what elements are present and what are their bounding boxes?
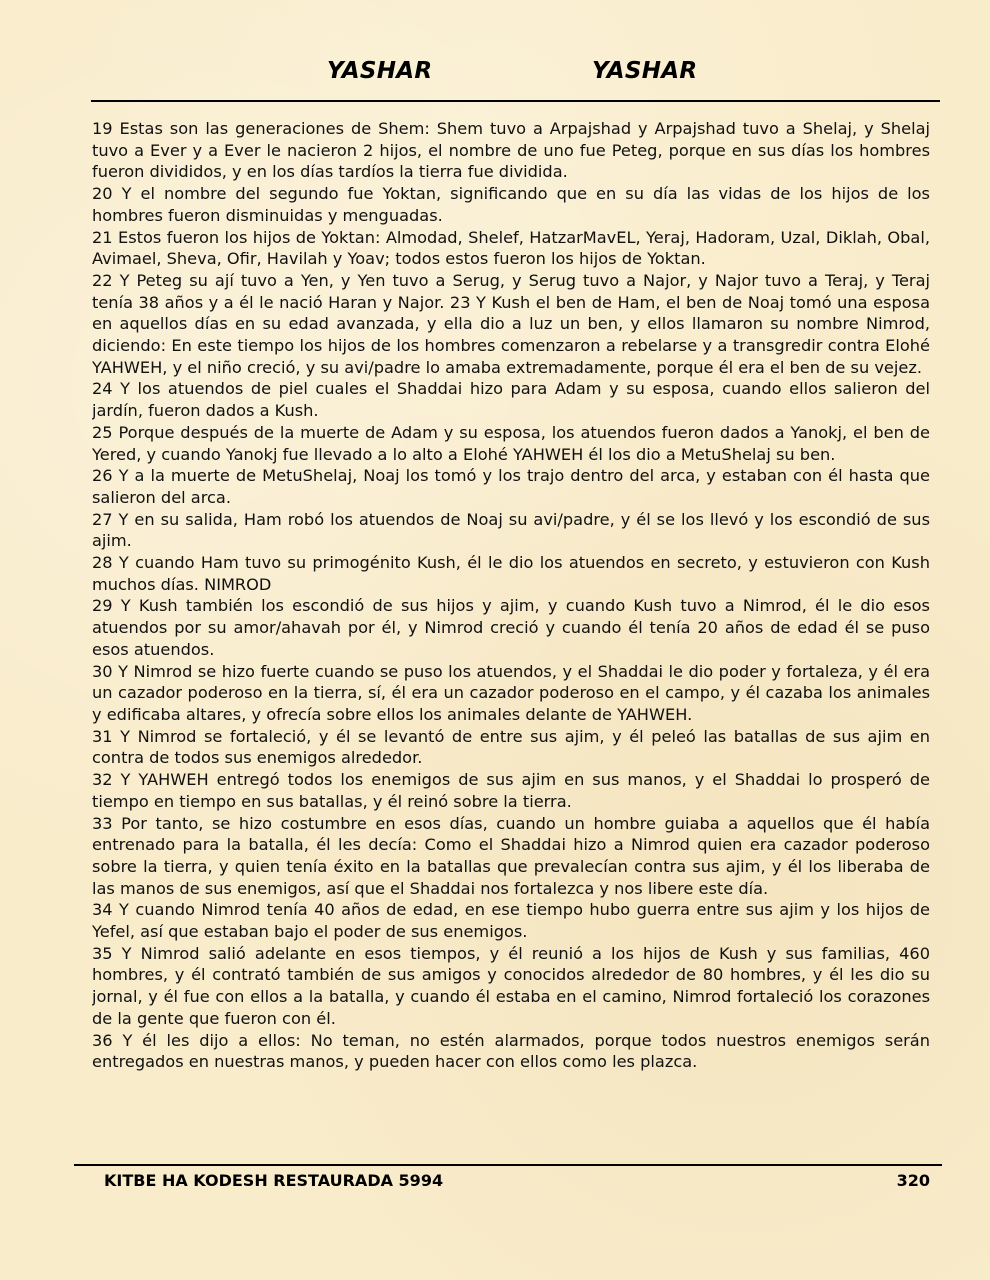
verse-paragraph: 21 Estos fueron los hijos de Yoktan: Almodad, Shelef, HatzarMavEL, Yeraj, Hadoram, Uzal, Diklah, Obal, Avimael, Sheva, Ofir, Havilah y Yoav; todos estos fueron los hijos de Yoktan. bbox=[92, 227, 930, 269]
verse-paragraph: 29 Y Kush también los escondió de sus hijos y ajim, y cuando Kush tuvo a Nimrod, él le dio esos atuendos por su amor/ahavah por él, y Nimrod creció y cuando él tenía 20 años de edad él se puso esos atuendos. bbox=[92, 596, 930, 659]
verse-paragraph: 27 Y en su salida, Ham robó los atuendos de Noaj su avi/padre, y él se los llevó y los escondió de sus ajim. bbox=[92, 509, 930, 551]
verse-paragraph: 34 Y cuando Nimrod tenía 40 años de edad, en ese tiempo hubo guerra entre sus ajim y los hijos de Yefel, así que estaban bajo el poder de sus enemigos. bbox=[92, 900, 930, 942]
verse-paragraph: 19 Estas son las generaciones de Shem: Shem tuvo a Arpajshad y Arpajshad tuvo a Shelaj, y Shelaj tuvo a Ever y a Ever le nacieron 2 hijos, el nombre de uno fue Peteg, porque en sus días los hombres fueron divididos, y en los días tardíos la tierra fue dividida. bbox=[92, 119, 930, 182]
page-header bbox=[0, 58, 990, 92]
footer-book-title: KITBE HA KODESH RESTAURADA 5994 bbox=[104, 1171, 444, 1190]
verse-paragraph: 30 Y Nimrod se hizo fuerte cuando se puso los atuendos, y el Shaddai le dio poder y fortaleza, y él era un cazador poderoso en la tierra, sí, él era un cazador poderoso en el campo, y él cazaba los animales y edificaba altares, y ofrecía sobre ellos los animales delante de YAHWEH. bbox=[92, 661, 930, 724]
header-divider bbox=[91, 100, 940, 102]
verse-paragraph: 24 Y los atuendos de piel cuales el Shaddai hizo para Adam y su esposa, cuando ellos salieron del jardín, fueron dados a Kush. bbox=[92, 379, 930, 421]
verse-paragraph: 33 Por tanto, se hizo costumbre en esos días, cuando un hombre guiaba a aquellos que él había entrenado para la batalla, él les decía: Como el Shaddai hizo a Nimrod quien era cazador poderoso sobre la tierra, y quien tenía éxito en la batallas que prevalecían contra sus ajim, y él los liberaba de las manos de sus enemigos, así que el Shaddai nos fortalezca y nos libere este día. bbox=[92, 813, 930, 898]
verse-body bbox=[92, 118, 930, 1158]
verse-paragraph: 35 Y Nimrod salió adelante en esos tiempos, y él reunió a los hijos de Kush y sus familias, 460 hombres, y él contrató también de sus amigos y conocidos alrededor de 80 hombres, y él les dio su jornal, y él fue con ellos a la batalla, y cuando él estaba en el camino, Nimrod fortaleció los corazones de la gente que fueron con él. bbox=[92, 943, 930, 1028]
verse-paragraph: 32 Y YAHWEH entregó todos los enemigos de sus ajim en sus manos, y el Shaddai lo prosperó de tiempo en tiempo en sus batallas, y él reinó sobre la tierra. bbox=[92, 770, 930, 811]
verse-paragraph: 26 Y a la muerte de MetuShelaj, Noaj los tomó y los trajo dentro del arca, y estaban con él hasta que salieron del arca. bbox=[92, 466, 930, 507]
page-number: 320 bbox=[896, 1171, 930, 1190]
verse-paragraph: 28 Y cuando Ham tuvo su primogénito Kush, él le dio los atuendos en secreto, y estuvieron con Kush muchos días. NIMROD bbox=[92, 553, 930, 594]
verse-paragraph: 25 Porque después de la muerte de Adam y su esposa, los atuendos fueron dados a Yanokj, el ben de Yered, y cuando Yanokj fue llevado a lo alto a Elohé YAHWEH él los dio a MetuShelaj su ben. bbox=[92, 422, 930, 464]
running-title-right: YASHAR bbox=[592, 58, 698, 84]
footer-divider bbox=[74, 1164, 942, 1166]
verse-paragraph: 22 Y Peteg su ají tuvo a Yen, y Yen tuvo a Serug, y Serug tuvo a Najor, y Najor tuvo a Teraj, y Teraj tenía 38 años y a él le nació Haran y Najor. 23 Y Kush el ben de Ham, el ben de Noaj tomó una esposa en aquellos días en su edad avanzada, y ella dio a luz un ben, y ellos llamaron su nombre Nimrod, diciendo: En este tiempo los hijos de los hombres comenzaron a rebelarse y a transgredir contra Elohé YAHWEH, y el niño creció, y su avi/padre lo amaba extremadamente, porque él era el ben de su vejez. bbox=[92, 270, 930, 377]
verse-paragraph: 31 Y Nimrod se fortaleció, y él se levantó de entre sus ajim, y él peleó las batallas de sus ajim en contra de todos sus enemigos alrededor. bbox=[92, 726, 930, 768]
verse-paragraph: 20 Y el nombre del segundo fue Yoktan, significando que en su día las vidas de los hijos de los hombres fueron disminuidas y menguadas. bbox=[92, 184, 930, 225]
running-title-left: YASHAR bbox=[327, 58, 433, 84]
verse-paragraph: 36 Y él les dijo a ellos: No teman, no estén alarmados, porque todos nuestros enemigos serán entregados en nuestras manos, y pueden hacer con ellos como les plazca. bbox=[92, 1030, 930, 1072]
